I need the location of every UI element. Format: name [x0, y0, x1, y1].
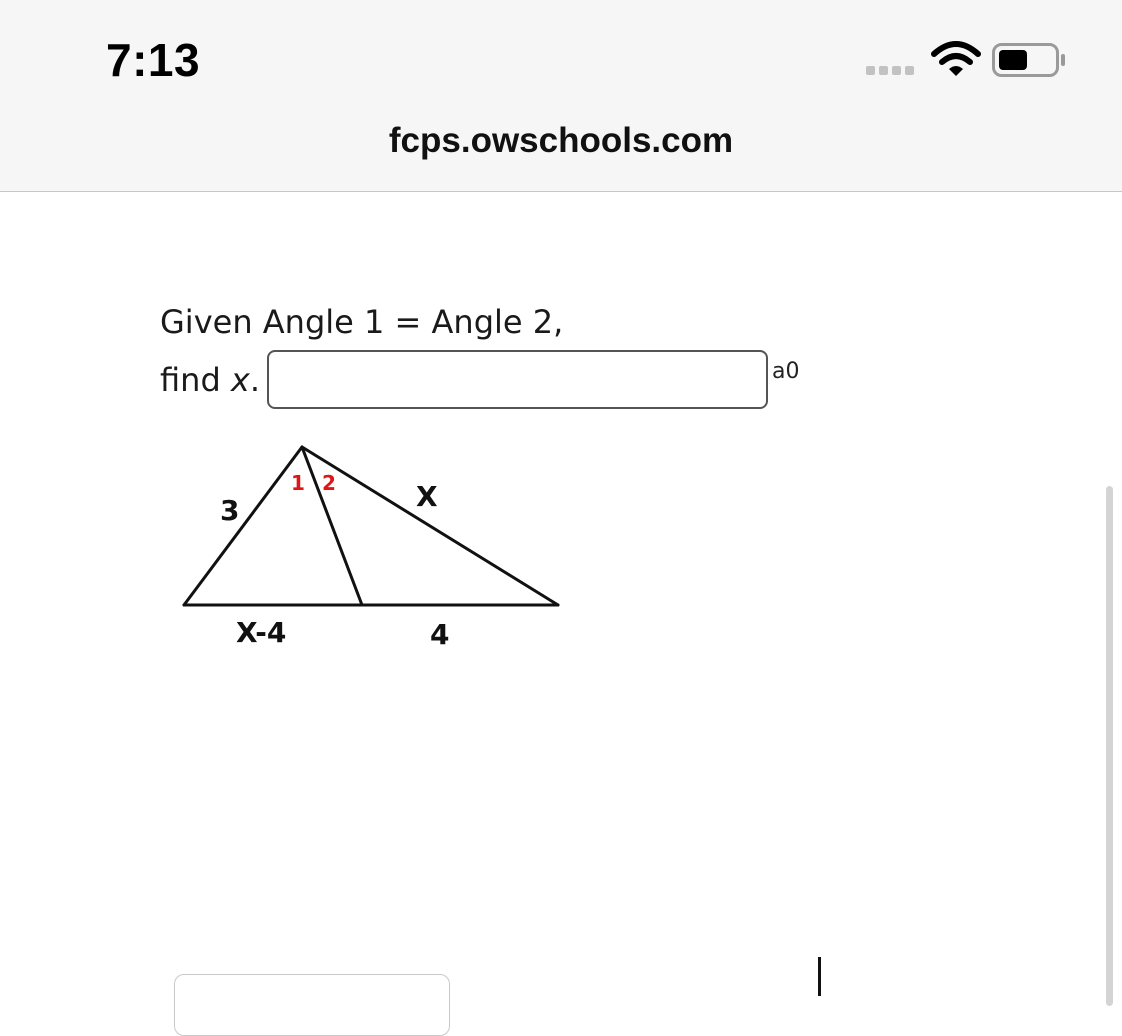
- label-base-left: X-4: [236, 616, 287, 649]
- prompt-suffix: .: [249, 361, 261, 399]
- side-right: [302, 447, 558, 605]
- browser-top-bar: [0, 0, 1122, 192]
- triangle-diagram: [170, 430, 570, 655]
- wifi-icon: [930, 40, 982, 80]
- label-right-side: X: [416, 480, 438, 513]
- next-control-box[interactable]: [174, 974, 450, 1036]
- signal-dots-icon: [866, 66, 914, 75]
- label-base-right: 4: [430, 618, 450, 651]
- url-bar[interactable]: fcps.owschools.com: [388, 121, 734, 160]
- prompt-prefix: find: [160, 361, 231, 399]
- question-text: Given Angle 1 = Angle 2,: [160, 303, 564, 341]
- prompt-variable: x: [230, 361, 250, 399]
- question-prompt: [160, 360, 260, 400]
- label-left-side: 3: [220, 494, 240, 527]
- text-cursor: [818, 957, 821, 996]
- answer-input[interactable]: [267, 350, 768, 409]
- scrollbar[interactable]: [1106, 486, 1113, 1006]
- label-angle-1: 1: [291, 471, 305, 495]
- input-suffix-text: a0: [772, 359, 800, 384]
- label-angle-2: 2: [322, 471, 336, 495]
- side-left: [184, 447, 302, 605]
- status-time: 7:13: [106, 34, 201, 86]
- battery-icon: [992, 43, 1068, 79]
- triangle-lines: [184, 447, 558, 605]
